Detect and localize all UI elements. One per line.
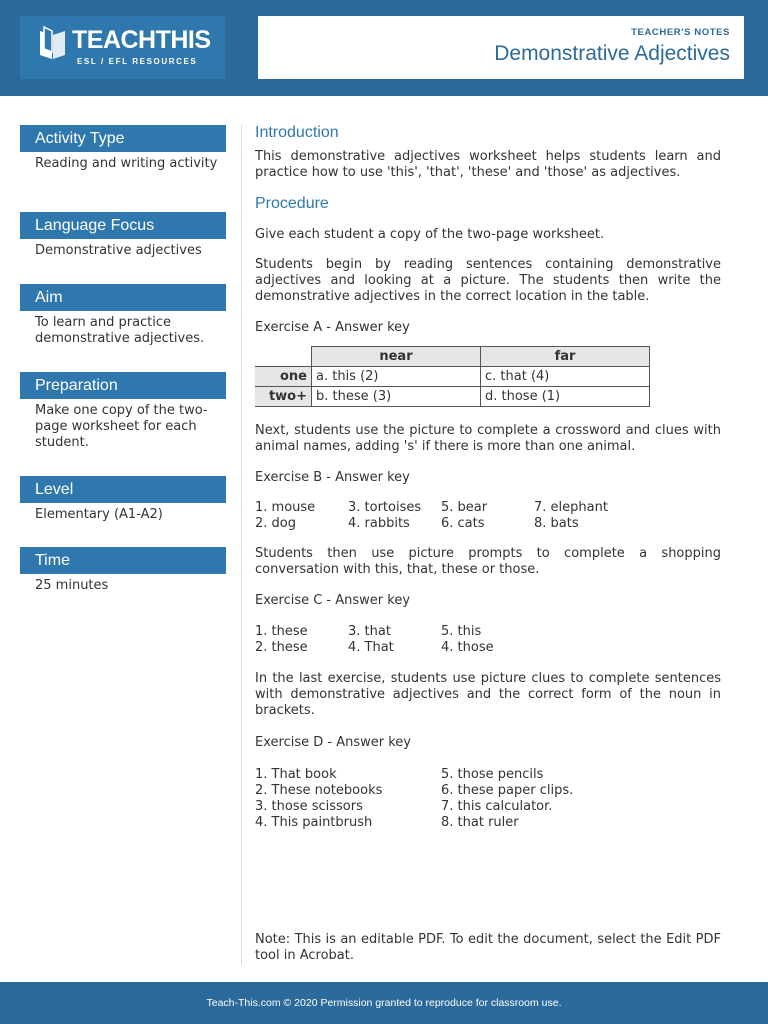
exercise-b-answers: [255, 500, 721, 532]
logo-name: TEACHTHIS: [72, 26, 211, 54]
exercise-c-label: Exercise C - Answer key: [255, 593, 411, 608]
sidebar-heading: Level: [20, 476, 226, 503]
intro-text: This demonstrative adjectives worksheet helps students learn and practice how to use 'this', 'that', 'these' and 'those' as adjectives.: [255, 149, 721, 180]
title-box: [258, 16, 744, 79]
sidebar-heading: Activity Type: [20, 125, 226, 152]
answer-item: 3. tortoises: [348, 500, 422, 515]
sidebar-text: To learn and practice demonstrative adjectives.: [35, 315, 205, 346]
sidebar: [20, 125, 226, 607]
answer-row: [255, 516, 721, 532]
answer-item: 5. bear: [441, 500, 488, 515]
answer-key-table: [255, 346, 650, 407]
answer-item: 8. that ruler: [441, 815, 519, 830]
answer-row: [255, 624, 721, 640]
sidebar-heading: Aim: [20, 284, 226, 311]
sidebar-heading: Preparation: [20, 372, 226, 399]
document-kicker: TEACHER'S NOTES: [631, 27, 730, 38]
answer-row: [255, 767, 721, 783]
answer-row: [255, 783, 721, 799]
answer-item: 2. These notebooks: [255, 783, 383, 798]
table-corner: [255, 347, 312, 367]
answer-item: 6. cats: [441, 516, 485, 531]
answer-item: 1. these: [255, 624, 308, 639]
exercise-b-label: Exercise B - Answer key: [255, 470, 410, 485]
logo-subtitle: ESL / EFL RESOURCES: [77, 57, 198, 66]
sidebar-heading: Language Focus: [20, 212, 226, 239]
answer-item: 7. this calculator.: [441, 799, 553, 814]
sidebar-text: Elementary (A1-A2): [35, 507, 163, 522]
main-content: [255, 125, 721, 831]
procedure-paragraph: In the last exercise, students use picture clues to complete sentences with demonstrative adjectives and the correct form of the noun in brackets.: [255, 671, 721, 718]
editable-pdf-note: Note: This is an editable PDF. To edit the document, select the Edit PDF tool in Acrobat.: [255, 932, 721, 963]
sidebar-text: Make one copy of the two-page worksheet for each student.: [35, 403, 208, 450]
answer-item: 5. this: [441, 624, 482, 639]
answer-item: 1. That book: [255, 767, 337, 782]
answer-item: 2. dog: [255, 516, 296, 531]
sidebar-activity-type: [20, 125, 226, 212]
table-header-far: far: [481, 347, 650, 367]
answer-item: 4. rabbits: [348, 516, 410, 531]
book-icon: [36, 25, 68, 61]
table-row: [255, 367, 650, 387]
footer: [0, 982, 768, 1024]
sidebar-preparation: [20, 372, 226, 476]
procedure-paragraph: Students begin by reading sentences containing demonstrative adjectives and looking at a picture. The students then write the demonstrative adjectives in the correct location in the table.: [255, 257, 721, 304]
exercise-d-label: Exercise D - Answer key: [255, 735, 411, 750]
answer-item: 2. these: [255, 640, 308, 655]
table-row-head: one: [255, 367, 312, 387]
sidebar-level: [20, 476, 226, 547]
procedure-paragraph: Give each student a copy of the two-page worksheet.: [255, 227, 605, 242]
sidebar-time: [20, 547, 226, 607]
exercise-c-answers: [255, 624, 721, 656]
procedure-heading: Procedure: [255, 195, 329, 212]
footer-text: Teach-This.com © 2020 Permission granted to reproduce for classroom use.: [206, 997, 562, 1009]
answer-item: 6. these paper clips.: [441, 783, 574, 798]
sidebar-aim: [20, 284, 226, 372]
answer-row: [255, 815, 721, 831]
sidebar-text: 25 minutes: [35, 578, 109, 593]
table-header-row: [255, 347, 650, 367]
table-row: [255, 387, 650, 407]
answer-row: [255, 500, 721, 516]
table-cell: a. this (2): [312, 367, 481, 387]
procedure-paragraph: Students then use picture prompts to complete a shopping conversation with this, that, these or those.: [255, 546, 721, 577]
answer-item: 3. those scissors: [255, 799, 363, 814]
column-divider: [241, 125, 242, 965]
answer-item: 8. bats: [534, 516, 579, 531]
table-row-head: two+: [255, 387, 312, 407]
table-cell: b. these (3): [312, 387, 481, 407]
intro-heading: Introduction: [255, 124, 339, 141]
table-header-near: near: [312, 347, 481, 367]
answer-item: 1. mouse: [255, 500, 316, 515]
page-title: Demonstrative Adjectives: [494, 42, 730, 65]
answer-item: 5. those pencils: [441, 767, 544, 782]
sidebar-language-focus: [20, 212, 226, 284]
sidebar-text: Reading and writing activity: [35, 156, 218, 171]
answer-item: 4. This paintbrush: [255, 815, 373, 830]
sidebar-heading: Time: [20, 547, 226, 574]
exercise-a-label: Exercise A - Answer key: [255, 320, 410, 335]
answer-item: 3. that: [348, 624, 391, 639]
header-bar: [0, 0, 768, 96]
table-cell: c. that (4): [481, 367, 650, 387]
answer-item: 4. those: [441, 640, 494, 655]
exercise-d-answers: [255, 767, 721, 831]
answer-item: 7. elephant: [534, 500, 608, 515]
answer-row: [255, 640, 721, 656]
procedure-paragraph: Next, students use the picture to complete a crossword and clues with animal names, adding 's' if there is more than one animal.: [255, 423, 721, 454]
answer-item: 4. That: [348, 640, 394, 655]
sidebar-text: Demonstrative adjectives: [35, 243, 202, 258]
logo[interactable]: [20, 16, 225, 79]
table-cell: d. those (1): [481, 387, 650, 407]
answer-row: [255, 799, 721, 815]
